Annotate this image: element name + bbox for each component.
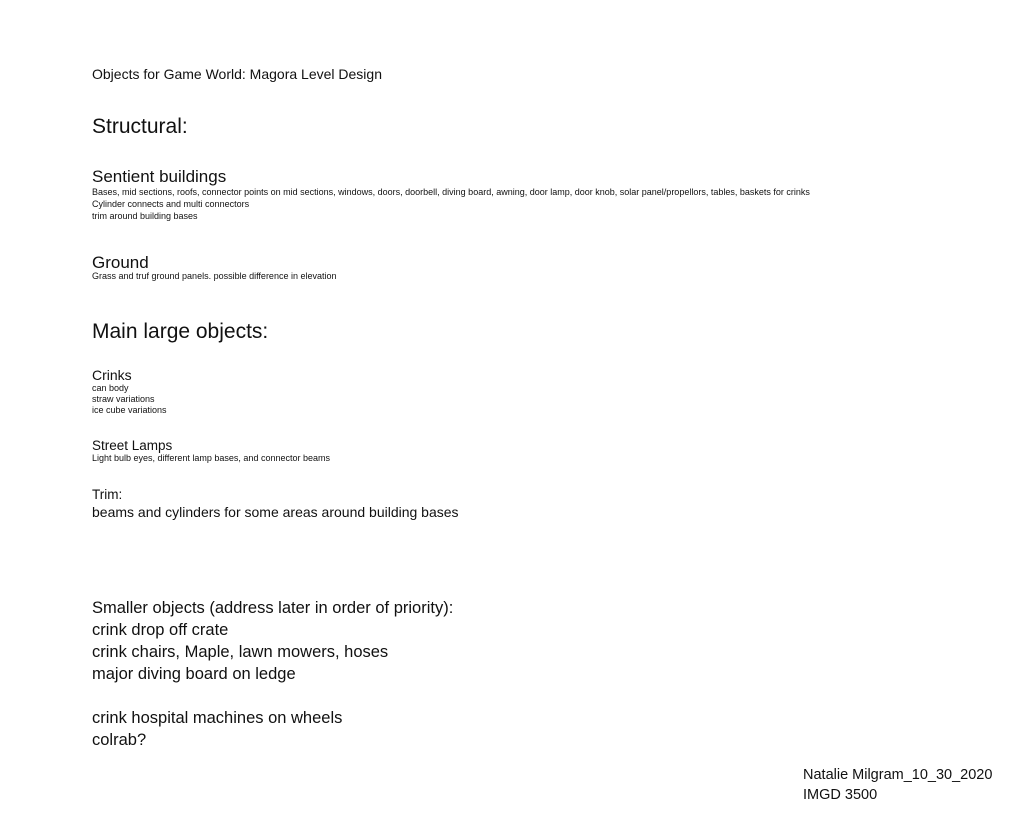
sentient-buildings-note-1: Bases, mid sections, roofs, connector points on mid sections, windows, doors, doorbell, diving board, awning, door lamp, door knob, solar panel/propellors, tables, baskets for crinks — [92, 187, 810, 197]
trim-label: Trim: — [92, 487, 123, 502]
smaller-item: crink drop off crate — [92, 621, 229, 639]
course-code: IMGD 3500 — [803, 787, 878, 803]
sentient-buildings-note-3: trim around building bases — [92, 211, 198, 221]
document-title: Objects for Game World: Magora Level Design — [92, 66, 382, 82]
sentient-buildings-label: Sentient buildings — [92, 167, 227, 186]
street-lamps-note: Light bulb eyes, different lamp bases, and connector beams — [92, 453, 330, 463]
sentient-buildings-note-2: Cylinder connects and multi connectors — [92, 199, 250, 209]
ground-label: Ground — [92, 253, 149, 272]
smaller-item: colrab? — [92, 731, 147, 749]
crinks-note-2: straw variations — [92, 394, 155, 404]
main-large-objects-heading: Main large objects: — [92, 320, 269, 343]
smaller-objects-heading: Smaller objects (address later in order of priority): — [92, 599, 454, 617]
street-lamps-label: Street Lamps — [92, 438, 173, 453]
trim-note: beams and cylinders for some areas around building bases — [92, 504, 459, 520]
smaller-item: crink chairs, Maple, lawn mowers, hoses — [92, 643, 389, 661]
crinks-label: Crinks — [92, 367, 132, 383]
smaller-item: crink hospital machines on wheels — [92, 709, 343, 727]
crinks-note-3: ice cube variations — [92, 405, 167, 415]
structural-heading: Structural: — [92, 115, 188, 138]
smaller-item: major diving board on ledge — [92, 665, 296, 683]
author-signature: Natalie Milgram_10_30_2020 — [803, 767, 993, 783]
ground-note: Grass and truf ground panels. possible difference in elevation — [92, 271, 337, 281]
crinks-note-1: can body — [92, 383, 129, 393]
